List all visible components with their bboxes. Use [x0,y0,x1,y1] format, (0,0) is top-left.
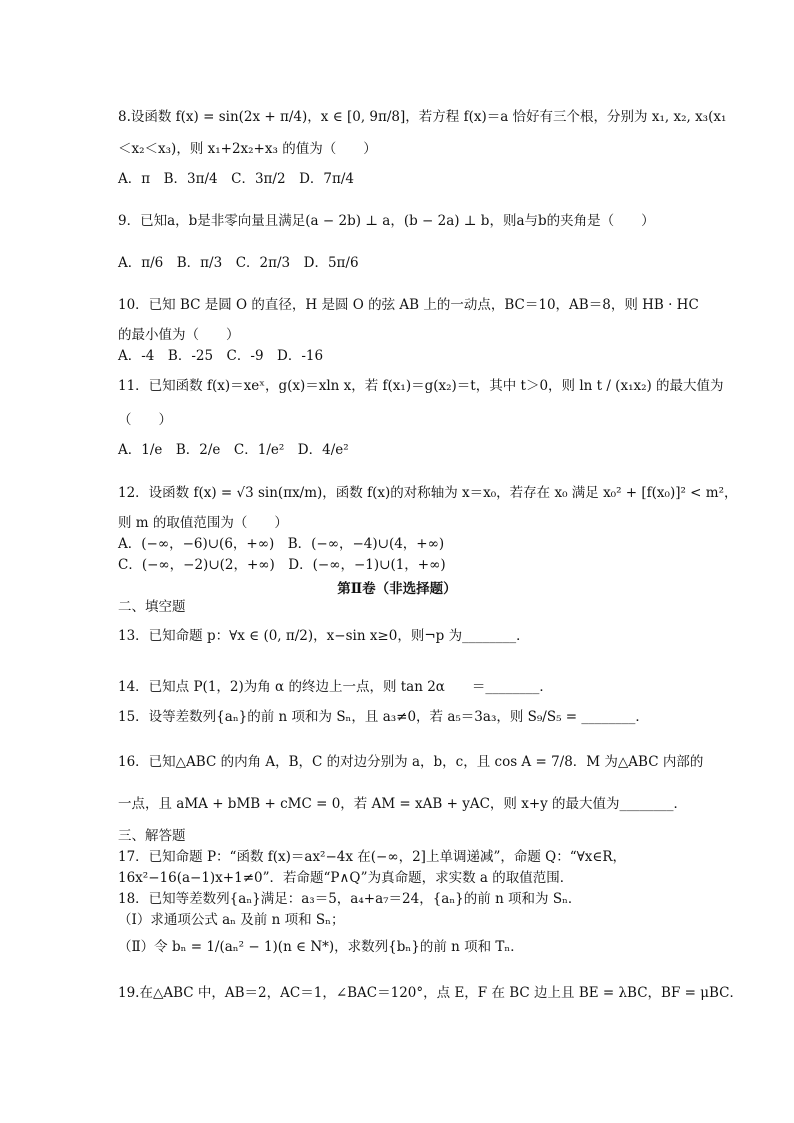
question-10-line-2: 的最小值为（ ） [118,327,240,343]
question-11-line-2: （ ） [118,412,172,428]
question-18-line-1: 18．已知等差数列{aₙ}满足：a₃＝5，a₄+a₇＝24，{aₙ}的前 n 项和为 Sₙ． [118,891,582,907]
section-fill-heading: 二、填空题 [118,599,186,615]
question-14: 14．已知点 P(1，2)为角 α 的终边上一点，则 tan 2α ＝________． [118,679,553,695]
question-10-options: A．-4 B．-25 C．-9 D．-16 [118,348,324,364]
question-18-line-2: （Ⅰ）求通项公式 aₙ 及前 n 项和 Sₙ； [118,912,345,928]
question-8-line-1: 8.设函数 f(x) = sin(2x + π/4)，x ∈ [0, 9π/8]，若方程 f(x)＝a 恰好有三个根，分别为 x₁, x₂, x₃(x₁ [118,109,727,125]
question-11-line-1: 11．已知函数 f(x)＝xeˣ，g(x)＝xln x，若 f(x₁)＝g(x₂)＝t，其中 t＞0，则 ln t / (x₁x₂) 的最大值为 [118,378,724,394]
question-9: 9．已知a，b是非零向量且满足(a − 2b) ⊥ a，(b − 2a) ⊥ b，则a与b的夹角是（ ） [118,213,655,229]
question-9-options: A．π/6 B．π/3 C．2π/3 D．5π/6 [118,255,359,271]
question-17-line-1: 17．已知命题 P：“函数 f(x)＝ax²−4x 在(−∞，2]上单调递减”，命题 Q：“∀x∈R， [118,849,627,865]
question-16-line-1: 16．已知△ABC 的内角 A，B，C 的对边分别为 a，b，c，且 cos A = 7/8．M 为△ABC 内部的 [118,754,704,770]
question-16-line-2: 一点，且 aMA + bMB + cMC = 0，若 AM = xAB + yAC，则 x+y 的最大值为________． [118,796,688,812]
question-19: 19.在△ABC 中，AB＝2，AC＝1，∠BAC＝120°，点 E，F 在 BC 边上且 BE = λBC，BF = μBC． [118,985,744,1001]
question-15: 15．设等差数列{aₙ}的前 n 项和为 Sₙ，且 a₃≠0，若 a₅＝3a₃，则 S₉/S₅ = ________． [118,709,649,725]
question-8-options: A．π B．3π/4 C．3π/2 D．7π/4 [118,171,354,187]
question-12-options-1: A．(−∞，−6)∪(6，+∞) B．(−∞，−4)∪(4，+∞) [118,536,445,552]
question-18-line-3: （Ⅱ）令 bₙ = 1/(aₙ² − 1)(n ∈ N*)，求数列{bₙ}的前 n 项和 Tₙ． [118,939,524,955]
question-8-line-2: ＜x₂＜x₃)，则 x₁+2x₂+x₃ 的值为（ ） [118,141,377,157]
question-17-line-2: 16x²−16(a−1)x+1≠0”．若命题“P∧Q”为真命题，求实数 a 的取值范围． [118,870,574,886]
part-2-title: 第Ⅱ卷（非选择题） [337,581,457,597]
question-10-line-1: 10．已知 BC 是圆 O 的直径，H 是圆 O 的弦 AB 上的一动点，BC＝10，AB＝8，则 HB · HC [118,297,699,313]
question-12-line-2: 则 m 的取值范围为（ ） [118,515,288,531]
question-11-options: A．1/e B．2/e C．1/e² D．4/e² [118,442,349,458]
question-12-options-2: C．(−∞，−2)∪(2，+∞) D．(−∞，−1)∪(1，+∞) [118,557,446,573]
question-13: 13．已知命题 p：∀x ∈ (0, π/2)，x−sin x≥0，则¬p 为________． [118,628,530,644]
section-solve-heading: 三、解答题 [118,828,186,844]
question-12-line-1: 12．设函数 f(x) = √3 sin(πx/m)，函数 f(x)的对称轴为 x＝x₀，若存在 x₀ 满足 x₀² + [f(x₀)]² < m²， [118,485,738,501]
